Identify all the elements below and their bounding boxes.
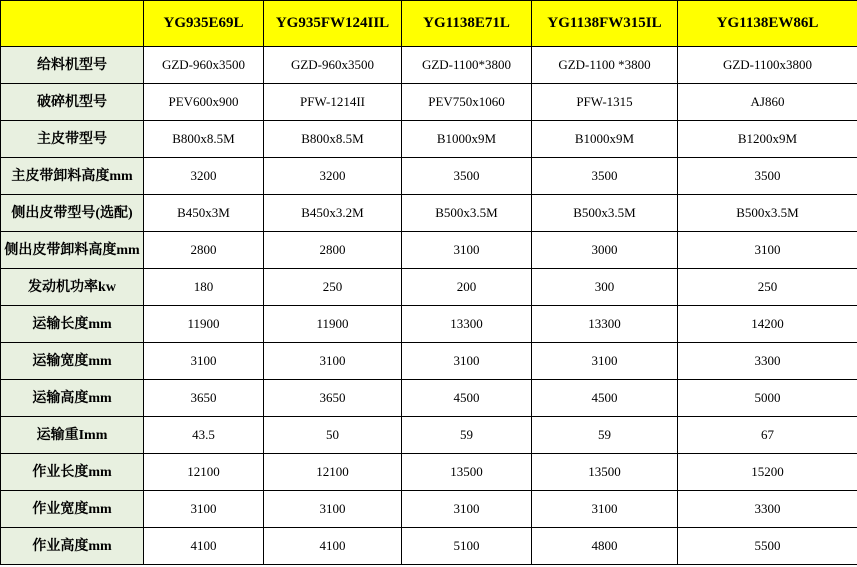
row-label: 侧出皮带卸料高度mm [1, 232, 144, 269]
spec-value-cell: 50 [264, 417, 402, 454]
spec-value-cell: 3500 [532, 158, 678, 195]
spec-value-cell: 13300 [402, 306, 532, 343]
spec-value-cell: B450x3M [144, 195, 264, 232]
spec-value-cell: 3200 [144, 158, 264, 195]
model-header: YG1138E71L [402, 1, 532, 47]
spec-value-cell: B800x8.5M [264, 121, 402, 158]
spec-value-cell: 4100 [264, 528, 402, 565]
spec-value-cell: 3100 [532, 491, 678, 528]
table-row [1, 417, 857, 454]
spec-value-cell: 5000 [678, 380, 857, 417]
spec-value-cell: 2800 [144, 232, 264, 269]
spec-value-cell: B500x3.5M [402, 195, 532, 232]
spec-value-cell: 5100 [402, 528, 532, 565]
row-label: 作业长度mm [1, 454, 144, 491]
spec-value-cell: 3000 [532, 232, 678, 269]
model-header: YG935E69L [144, 1, 264, 47]
spec-value-cell: 11900 [264, 306, 402, 343]
spec-value-cell: 3100 [264, 491, 402, 528]
model-header: YG935FW124IIL [264, 1, 402, 47]
spec-value-cell: PFW-1315 [532, 84, 678, 121]
row-label: 运输高度mm [1, 380, 144, 417]
row-label: 作业高度mm [1, 528, 144, 565]
table-row [1, 380, 857, 417]
spec-value-cell: 5500 [678, 528, 857, 565]
table-row [1, 158, 857, 195]
spec-value-cell: 3500 [402, 158, 532, 195]
spec-value-cell: 3650 [264, 380, 402, 417]
row-label: 运输长度mm [1, 306, 144, 343]
spec-value-cell: PEV750x1060 [402, 84, 532, 121]
spec-value-cell: GZD-960x3500 [264, 47, 402, 84]
spec-value-cell: B450x3.2M [264, 195, 402, 232]
table-row [1, 343, 857, 380]
spec-value-cell: B500x3.5M [532, 195, 678, 232]
spec-value-cell: 59 [532, 417, 678, 454]
row-label: 作业宽度mm [1, 491, 144, 528]
table-row [1, 84, 857, 121]
spec-value-cell: 3100 [264, 343, 402, 380]
table-row [1, 121, 857, 158]
spec-value-cell: 3100 [402, 232, 532, 269]
header-row [1, 1, 857, 47]
spec-value-cell: B1000x9M [402, 121, 532, 158]
spec-value-cell: 300 [532, 269, 678, 306]
spec-value-cell: GZD-1100x3800 [678, 47, 857, 84]
row-label: 破碎机型号 [1, 84, 144, 121]
spec-value-cell: 4500 [532, 380, 678, 417]
spec-value-cell: 3100 [144, 343, 264, 380]
spec-value-cell: 13500 [402, 454, 532, 491]
table-row [1, 306, 857, 343]
spec-value-cell: GZD-960x3500 [144, 47, 264, 84]
spec-value-cell: B1000x9M [532, 121, 678, 158]
spec-value-cell: 200 [402, 269, 532, 306]
spec-value-cell: 3300 [678, 343, 857, 380]
spec-value-cell: 4800 [532, 528, 678, 565]
spec-value-cell: 3100 [144, 491, 264, 528]
spec-value-cell: 14200 [678, 306, 857, 343]
spec-value-cell: 4500 [402, 380, 532, 417]
model-header: YG1138FW315IL [532, 1, 678, 47]
row-label: 发动机功率kw [1, 269, 144, 306]
spec-value-cell: 67 [678, 417, 857, 454]
spec-value-cell: 3650 [144, 380, 264, 417]
table-row [1, 269, 857, 306]
spec-value-cell: 13300 [532, 306, 678, 343]
spec-value-cell: 3100 [402, 343, 532, 380]
spec-value-cell: 12100 [264, 454, 402, 491]
spec-value-cell: 59 [402, 417, 532, 454]
row-label: 运输宽度mm [1, 343, 144, 380]
table-row [1, 454, 857, 491]
row-label: 给料机型号 [1, 47, 144, 84]
spec-value-cell: 180 [144, 269, 264, 306]
table-row [1, 47, 857, 84]
spec-value-cell: 3100 [402, 491, 532, 528]
table-row [1, 491, 857, 528]
row-label: 侧出皮带型号(选配) [1, 195, 144, 232]
spec-value-cell: PFW-1214II [264, 84, 402, 121]
spec-value-cell: 3100 [678, 232, 857, 269]
spec-value-cell: 250 [264, 269, 402, 306]
table-row [1, 528, 857, 565]
spec-value-cell: 4100 [144, 528, 264, 565]
spec-value-cell: GZD-1100*3800 [402, 47, 532, 84]
row-label: 主皮带卸料高度mm [1, 158, 144, 195]
row-label: 主皮带型号 [1, 121, 144, 158]
table-row [1, 195, 857, 232]
table-row [1, 232, 857, 269]
spec-value-cell: GZD-1100 *3800 [532, 47, 678, 84]
spec-value-cell: PEV600x900 [144, 84, 264, 121]
spec-value-cell: 13500 [532, 454, 678, 491]
spec-value-cell: 11900 [144, 306, 264, 343]
spec-value-cell: 3500 [678, 158, 857, 195]
spec-value-cell: 3100 [532, 343, 678, 380]
row-label: 运输重Imm [1, 417, 144, 454]
table-body [1, 47, 857, 565]
spec-value-cell: 3200 [264, 158, 402, 195]
spec-value-cell: 12100 [144, 454, 264, 491]
model-header: YG1138EW86L [678, 1, 857, 47]
spec-value-cell: B1200x9M [678, 121, 857, 158]
spec-value-cell: 15200 [678, 454, 857, 491]
table-header [1, 1, 857, 47]
spec-value-cell: B800x8.5M [144, 121, 264, 158]
spec-value-cell: 43.5 [144, 417, 264, 454]
spec-value-cell: 3300 [678, 491, 857, 528]
spec-value-cell: 2800 [264, 232, 402, 269]
spec-value-cell: 250 [678, 269, 857, 306]
spec-value-cell: B500x3.5M [678, 195, 857, 232]
header-corner-cell [1, 1, 144, 47]
spec-value-cell: AJ860 [678, 84, 857, 121]
